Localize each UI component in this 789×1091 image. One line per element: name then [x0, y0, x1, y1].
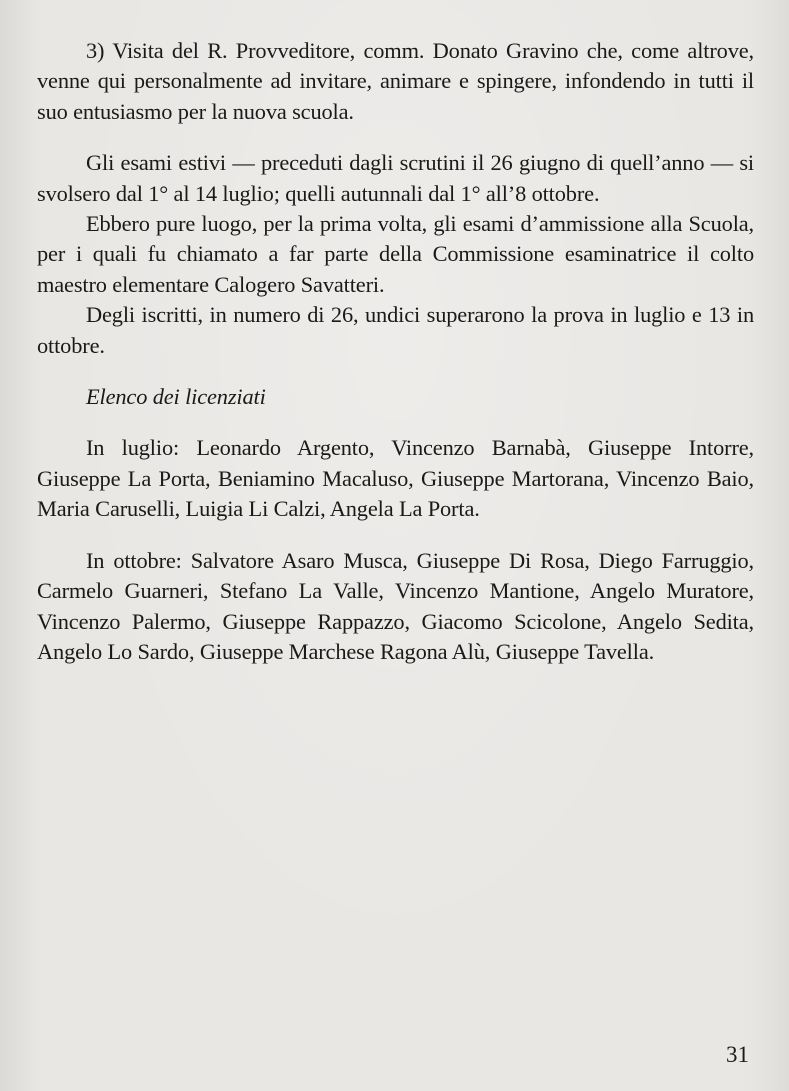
paragraph-october-list: In ottobre: Salvatore Asaro Musca, Giuseppe Di Rosa, Diego Farruggio, Carmelo Guarneri, Stefano La Valle, Vincenzo Mantione, Angelo Muratore, Vincenzo Palermo, Giuseppe Rappazzo, Giacomo Scicolone, Angelo Sedita, Angelo Lo Sardo, Giuseppe Marchese Ragona Alù, Giuseppe Tavella.: [37, 547, 754, 664]
paragraph-july-list: In luglio: Leonardo Argento, Vincenzo Barnabà, Giuseppe Intorre, Giuseppe La Porta, Beniamino Macaluso, Giuseppe Martorana, Vincenzo Baio, Maria Caruselli, Luigia Li Calzi, Angela La Porta.: [37, 435, 754, 522]
paragraph-enrolled: Degli iscritti, in numero di 26, undici superarono la prova in luglio e 13 in ottobre.: [37, 302, 754, 358]
section-heading-graduates: Elenco dei licenziati: [86, 384, 266, 410]
paragraph-gap: [37, 412, 754, 433]
paragraph-gap: [37, 525, 754, 546]
paragraph-admission-exams: Ebbero pure luogo, per la prima volta, gli esami d’ammissione alla Scuola, per i quali fu chiamato a far parte della Commissione esaminatrice il colto maestro elementare Calogero Savatteri.: [37, 211, 754, 297]
paragraph-provveditore-visit: 3) Visita del R. Provveditore, comm. Donato Gravino che, come altrove, venne qui personalmente ad invitare, animare e spingere, infondendo in tutti il suo entusiasmo per la nuova scuola.: [37, 38, 754, 124]
body-text: [37, 36, 754, 667]
paragraph-gap: [37, 361, 754, 382]
paragraph-summer-exams: Gli esami estivi — preceduti dagli scrutini il 26 giugno di quell’anno — si svolsero dal 1° al 14 luglio; quelli autunnali dal 1° all’8 ottobre.: [37, 150, 754, 206]
page-number: 31: [726, 1042, 749, 1067]
paragraph-gap: [37, 127, 754, 148]
